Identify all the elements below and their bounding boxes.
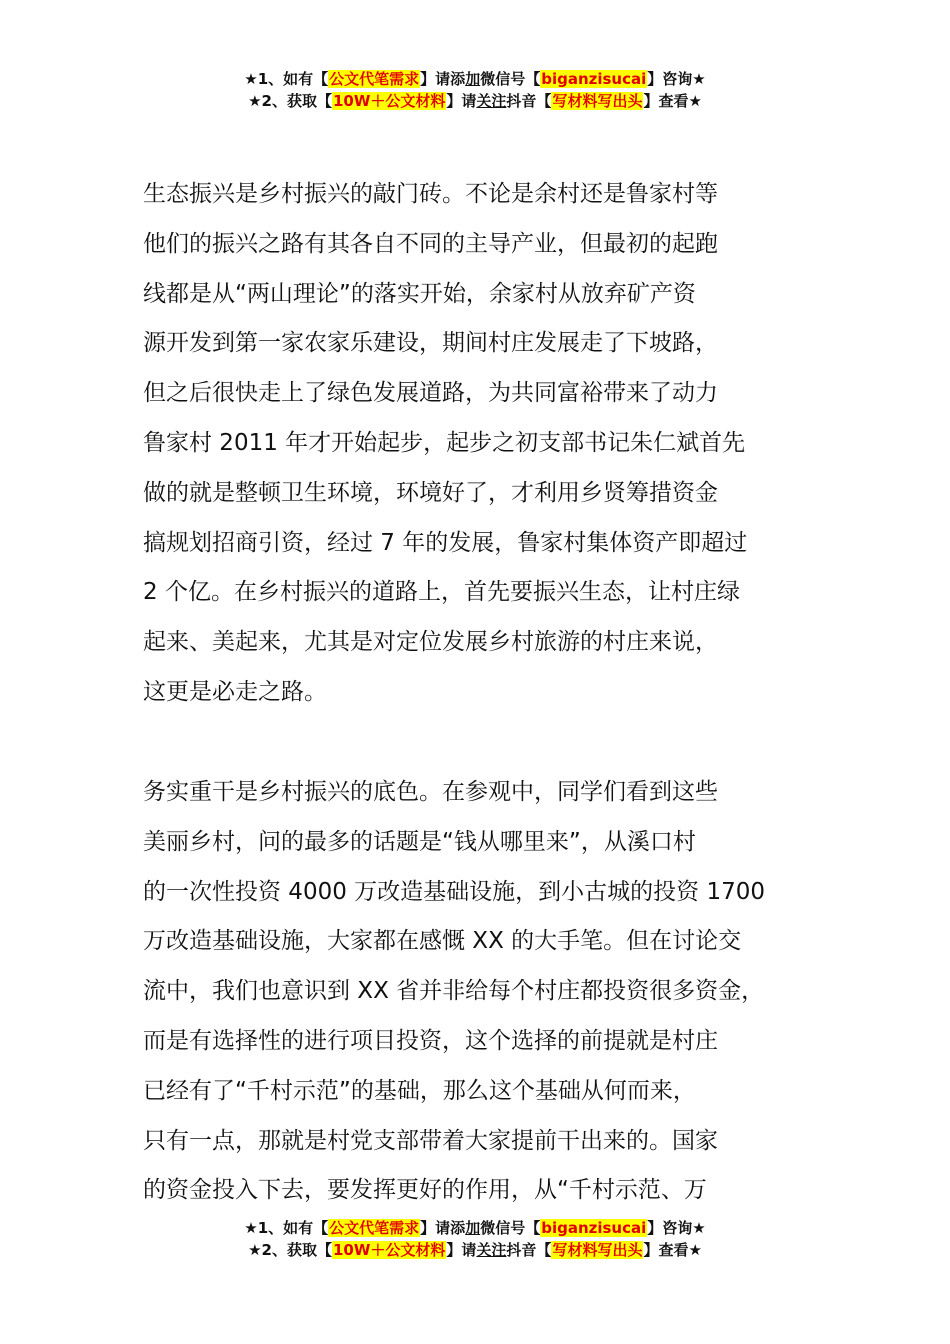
banner-line-2	[0, 1239, 950, 1261]
banner-text: 】咨询★	[647, 1219, 706, 1237]
banner-text: 微信号【	[480, 70, 541, 88]
banner-text: 抖音【	[506, 1241, 552, 1259]
banner-line-1	[0, 1217, 950, 1239]
text-line: 已经有了“千村示范”的基础，那么这个基础从何而来，	[143, 1077, 696, 1104]
paragraph-ecological-revitalization	[143, 170, 833, 718]
banner-text: ★1、如有【	[244, 1219, 329, 1237]
text-line: 鲁家村 2011 年才开始起步，起步之初支部书记朱仁斌首先	[143, 429, 746, 456]
highlight-douyin: 写材料写出头	[552, 92, 643, 110]
banner-line-2	[0, 90, 950, 112]
highlight-douyin: 写材料写出头	[552, 1241, 643, 1259]
text-line: 万改造基础设施，大家都在感慨 XX 的大手笔。但在讨论交	[143, 928, 742, 955]
highlight-service: 公文代笔需求	[329, 70, 420, 88]
highlight-service: 公文代笔需求	[329, 1219, 420, 1237]
banner-text: 】请	[446, 1241, 477, 1259]
banner-text: 】请	[446, 92, 477, 110]
text-line: 他们的振兴之路有其各自不同的主导产业，但最初的起跑	[143, 230, 718, 257]
text-line: 的一次性投资 4000 万改造基础设施，到小古城的投资 1700	[143, 878, 765, 905]
banner-underlined-text: 加	[465, 1219, 481, 1237]
text-line: 2 个亿。在乡村振兴的道路上，首先要振兴生态，让村庄绿	[143, 579, 740, 606]
text-line: 美丽乡村，问的最多的话题是“钱从哪里来”，从溪口村	[143, 828, 696, 855]
banner-text: 抖音【	[506, 92, 552, 110]
banner-text: 微信号【	[480, 1219, 541, 1237]
banner-text: ★1、如有【	[244, 70, 329, 88]
banner-text: ★2、获取【	[248, 92, 332, 110]
banner-text: 】请添	[420, 1219, 466, 1237]
banner-text: 】查看★	[643, 1241, 702, 1259]
text-line: 起来、美起来，尤其是对定位发展乡村旅游的村庄来说，	[143, 629, 718, 656]
text-line: 搞规划招商引资，经过 7 年的发展，鲁家村集体资产即超过	[143, 529, 748, 556]
banner-text: 】咨询★	[647, 70, 706, 88]
text-line: 的资金投入下去，要发挥更好的作用，从“千村示范、万	[143, 1177, 707, 1204]
highlight-wechat-id: biganzisucai	[541, 70, 647, 88]
paragraph-pragmatic-work	[143, 768, 833, 1216]
text-line: 这更是必走之路。	[143, 678, 327, 705]
banner-underlined-text: 关注	[476, 1241, 507, 1259]
banner-text: 】请添	[420, 70, 466, 88]
text-line: 务实重干是乡村振兴的底色。在参观中，同学们看到这些	[143, 779, 718, 805]
banner-underlined-text: 加	[465, 70, 481, 88]
text-line: 做的就是整顿卫生环境，环境好了，才利用乡贤筹措资金	[143, 479, 718, 506]
text-line: 流中，我们也意识到 XX 省并非给每个村庄都投资很多资金，	[143, 978, 765, 1005]
text-line: 只有一点，那就是村党支部带着大家提前干出来的。国家	[143, 1127, 718, 1154]
text-line: 源开发到第一家农家乐建设，期间村庄发展走了下坡路，	[143, 330, 718, 357]
text-line: 而是有选择性的进行项目投资，这个选择的前提就是村庄	[143, 1027, 718, 1054]
banner-line-1	[0, 68, 950, 90]
footer-banner	[0, 1217, 950, 1261]
highlight-wechat-id: biganzisucai	[541, 1219, 647, 1237]
highlight-materials: 10W＋公文材料	[332, 92, 446, 110]
banner-underlined-text: 关注	[476, 92, 507, 110]
text-line: 生态振兴是乡村振兴的敲门砖。不论是余村还是鲁家村等	[143, 181, 718, 207]
banner-text: 】查看★	[643, 92, 702, 110]
highlight-materials: 10W＋公文材料	[332, 1241, 446, 1259]
text-line: 线都是从“两山理论”的落实开始，余家村从放弃矿产资	[143, 280, 696, 307]
text-line: 但之后很快走上了绿色发展道路，为共同富裕带来了动力	[143, 380, 718, 407]
header-banner	[0, 68, 950, 112]
banner-text: ★2、获取【	[248, 1241, 332, 1259]
